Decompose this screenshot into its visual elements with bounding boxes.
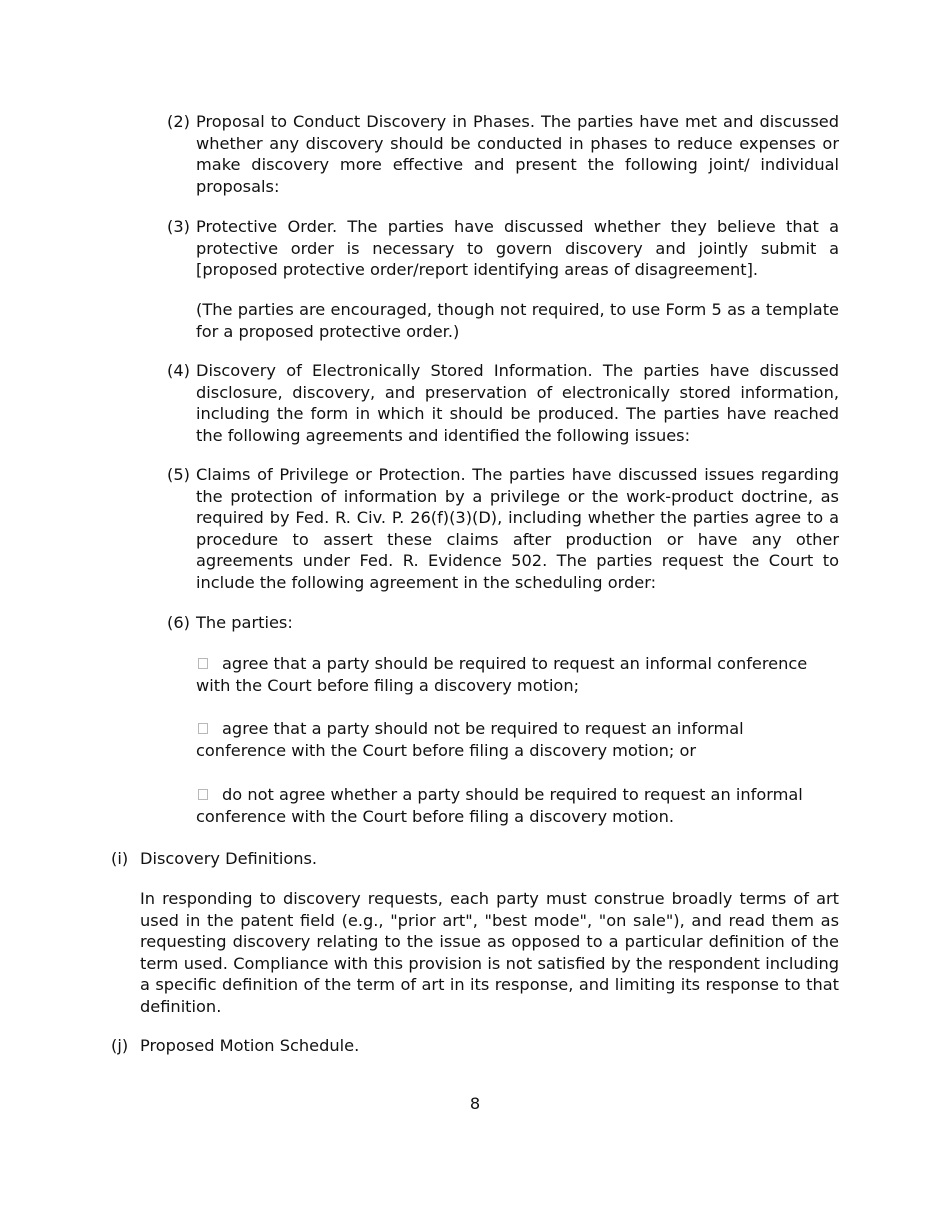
option-text: do not agree whether a party should be required to request an informal conference with the Court before filing a discovery motion. bbox=[196, 785, 803, 826]
item-text: Proposal to Conduct Discovery in Phases. The parties have met and discussed whether any discovery should be conducted in phases to reduce expenses or make discovery more effective and present the following joint/ individual proposals: bbox=[196, 112, 839, 196]
item-5 bbox=[167, 464, 839, 593]
section-number: (i) bbox=[111, 849, 129, 868]
section-title: Discovery Definitions. bbox=[140, 849, 318, 868]
section-j-heading bbox=[111, 1035, 839, 1057]
item-text: Claims of Privilege or Protection. The parties have discussed issues regarding the protection of information by a privilege or the work-product doctrine, as required by Fed. R. Civ. P. 26(f)(3)(D), including whether the parties agree to a procedure to assert these claims after production or have any other agreements under Fed. R. Evidence 502. The parties request the Court to include the following agreement in the scheduling order: bbox=[196, 465, 839, 592]
item-text: Discovery of Electronically Stored Information. The parties have discussed disclosure, discovery, and preservation of electronically stored information, including the form in which it should be produced. The parties have reached the following agreements and identified the following issues: bbox=[196, 361, 839, 445]
section-title: Proposed Motion Schedule. bbox=[140, 1036, 360, 1055]
section-i-heading bbox=[111, 848, 839, 870]
item-number: (2) bbox=[167, 112, 190, 131]
item-number: (5) bbox=[167, 465, 190, 484]
section-number: (j) bbox=[111, 1036, 129, 1055]
page-number: 8 bbox=[469, 1094, 481, 1113]
option-checkbox-1[interactable] bbox=[196, 653, 836, 696]
item-4 bbox=[167, 360, 839, 446]
item-text: The parties: bbox=[196, 613, 293, 632]
protective-order-note: (The parties are encouraged, though not required, to use Form 5 as a template for a proposed protective order.) bbox=[196, 300, 839, 341]
item-number: (4) bbox=[167, 361, 190, 380]
checkbox-icon[interactable] bbox=[198, 789, 208, 800]
item-number: (3) bbox=[167, 217, 190, 236]
checkbox-icon[interactable] bbox=[198, 723, 208, 734]
item-3 bbox=[167, 216, 839, 281]
item-6 bbox=[167, 612, 839, 634]
option-text: agree that a party should not be required to request an informal conference with the Court before filing a discovery motion; or bbox=[196, 719, 744, 760]
item-text: Protective Order. The parties have discussed whether they believe that a protective order is necessary to govern discovery and jointly submit a [proposed protective order/report identifying areas of disagreement]. bbox=[196, 217, 839, 279]
section-i-text: In responding to discovery requests, each party must construe broadly terms of art used in the patent field (e.g., "prior art", "best mode", "on sale"), and read them as requesting discovery relating to the issue as opposed to a particular definition of the term used. Compliance with this provision is not satisfied by the respondent including a specific definition of the term of art in its response, and limiting its response to that definition. bbox=[140, 889, 839, 1016]
item-number: (6) bbox=[167, 613, 190, 632]
option-text: agree that a party should be required to request an informal conference with the Court before filing a discovery motion; bbox=[196, 654, 808, 695]
option-checkbox-3[interactable] bbox=[196, 784, 821, 827]
option-checkbox-2[interactable] bbox=[196, 718, 796, 761]
item-2 bbox=[167, 111, 839, 197]
checkbox-icon[interactable] bbox=[198, 658, 208, 669]
